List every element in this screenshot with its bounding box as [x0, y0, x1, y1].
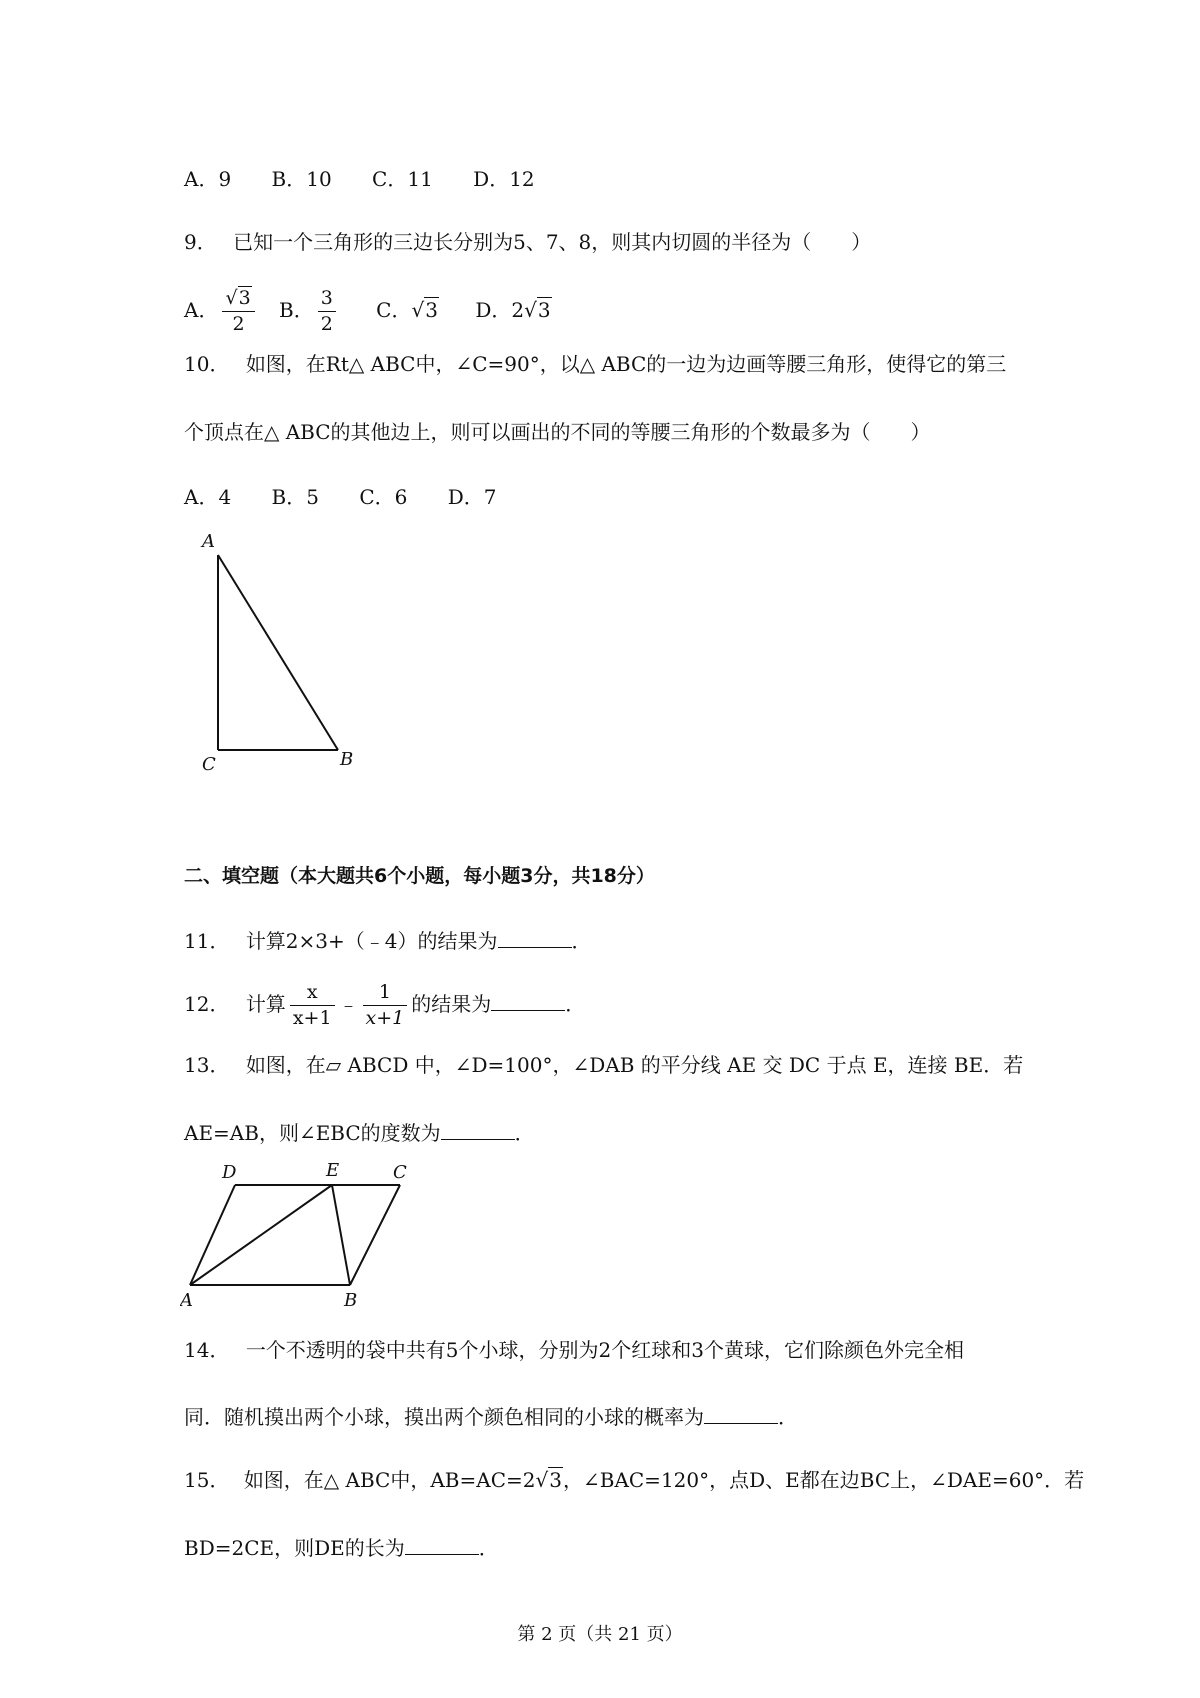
q8-option-b: B．10 [271, 167, 332, 191]
q10-number: 10． [184, 352, 230, 376]
q8-options [184, 165, 569, 193]
q12: 12． 计算 $\frac{x}{x+1}$ ﹣ $\frac{1}{x+1}$ 的结果为 ． [184, 981, 586, 1029]
q9-option-c-prefix: C． [376, 298, 412, 322]
q10-vertex-a-label: A [202, 531, 215, 552]
q14-answer-blank[interactable] [704, 1401, 778, 1424]
q15-text-1b: ，∠BAC=120°，点D、E都在边BC上，∠DAE=60°．若 [562, 1468, 1085, 1492]
q13-vertex-c-label: C [393, 1162, 407, 1183]
q13-parallelogram-figure [180, 1160, 420, 1310]
q12-fraction-1: $\frac{x}{x+1}$ [290, 983, 335, 1028]
q9-option-d-value: 2√3 [511, 298, 551, 322]
q13-number: 13． [184, 1053, 230, 1077]
q9-option-b-prefix: B． [279, 298, 314, 322]
q11: 11． 计算2×3+（﹣4）的结果为 ． [184, 925, 592, 955]
q14-text-2: 同．随机摸出两个小球，摸出两个颜色相同的小球的概率为 [184, 1405, 704, 1429]
q13-vertex-a-label: A [180, 1290, 193, 1310]
q13-line-2: AE=AB，则∠EBC的度数为 ． [184, 1117, 535, 1147]
q15-number: 15． [184, 1468, 230, 1492]
q10-option-b: B．5 [271, 485, 319, 509]
q10-text-1: 如图，在Rt△ ABC中，∠C=90°，以△ ABC的一边为边画等腰三角形，使得它的第三 [245, 352, 1007, 376]
q15-answer-blank[interactable] [405, 1532, 479, 1555]
q13-text-1: 如图，在▱ ABCD 中，∠D=100°，∠DAB 的平分线 AE 交 DC 于点 E，连接 BE．若 [245, 1053, 1024, 1077]
q13-vertex-e-label: E [326, 1160, 340, 1181]
q14-line-2: 同．随机摸出两个小球，摸出两个颜色相同的小球的概率为 ． [184, 1401, 798, 1431]
q12-prefix: 计算 [245, 992, 286, 1016]
q10-line-1 [184, 350, 1006, 378]
q12-fraction-2: $\frac{1}{x+1}$ [363, 983, 408, 1028]
q12-number: 12． [184, 992, 230, 1016]
q9-option-a-prefix: A． [184, 298, 219, 322]
q13-vertex-d-label: D [222, 1162, 237, 1183]
q9-option-d-prefix: D． [475, 298, 512, 322]
q15-radicand: 3 [549, 1468, 562, 1492]
q9-text: 已知一个三角形的三边长分别为5、7、8，则其内切圆的半径为（ ） [233, 230, 872, 254]
q14-line-1 [184, 1336, 964, 1364]
q9-stem [184, 228, 871, 256]
q10-triangle-figure [190, 525, 380, 775]
q9-number: 9． [184, 230, 217, 254]
q10-options [184, 483, 530, 511]
q11-text: 计算2×3+（﹣4）的结果为 [245, 929, 498, 953]
q9-option-b-fraction: $\frac{3}{2}$ [318, 289, 336, 334]
q9-option-a-fraction: $\frac{√3}{2}$ [222, 289, 254, 334]
q9-option-c-value: √3 [411, 298, 438, 322]
q12-answer-blank[interactable] [491, 988, 565, 1011]
q15-line-1: 15． 如图，在△ ABC中，AB=AC=2√3，∠BAC=120°，点D、E都在边BC上，∠DAE=60°．若 [184, 1468, 1085, 1492]
q10-vertex-c-label: C [202, 754, 216, 775]
q9-options [184, 284, 552, 336]
q10-vertex-b-label: B [340, 749, 354, 770]
q13-text-2: AE=AB，则∠EBC的度数为 [184, 1121, 441, 1145]
page-footer: 第 2 页（共 21 页） [517, 1624, 683, 1645]
q10-option-c: C．6 [359, 485, 408, 509]
q8-option-a: A．9 [184, 167, 232, 191]
q10-text-2: 个顶点在△ ABC的其他边上，则可以画出的不同的等腰三角形的个数最多为（ ） [184, 420, 931, 444]
q14-text-1: 一个不透明的袋中共有5个小球，分别为2个红球和3个黄球，它们除颜色外完全相 [245, 1338, 964, 1362]
q11-answer-blank[interactable] [498, 925, 572, 948]
q10-option-a: A．4 [184, 485, 232, 509]
q14-number: 14． [184, 1338, 230, 1362]
section-2-title: 二、填空题（本大题共6个小题，每小题3分，共18分） [184, 865, 655, 887]
q15-text-2: BD=2CE，则DE的长为 [184, 1536, 405, 1560]
q13-vertex-b-label: B [344, 1290, 358, 1310]
q12-minus: ﹣ [338, 992, 359, 1016]
q8-option-d: D．12 [473, 167, 535, 191]
q13-answer-blank[interactable] [441, 1117, 515, 1140]
q11-number: 11． [184, 929, 230, 953]
q8-option-c: C．11 [372, 167, 433, 191]
q15-line-2: BD=2CE，则DE的长为 ． [184, 1532, 499, 1562]
q15-text-1a: 如图，在△ ABC中，AB=AC=2 [243, 1468, 536, 1492]
q12-suffix: 的结果为 [411, 992, 492, 1016]
q10-option-d: D．7 [447, 485, 497, 509]
q10-line-2 [184, 418, 931, 446]
q13-line-1 [184, 1051, 1023, 1079]
